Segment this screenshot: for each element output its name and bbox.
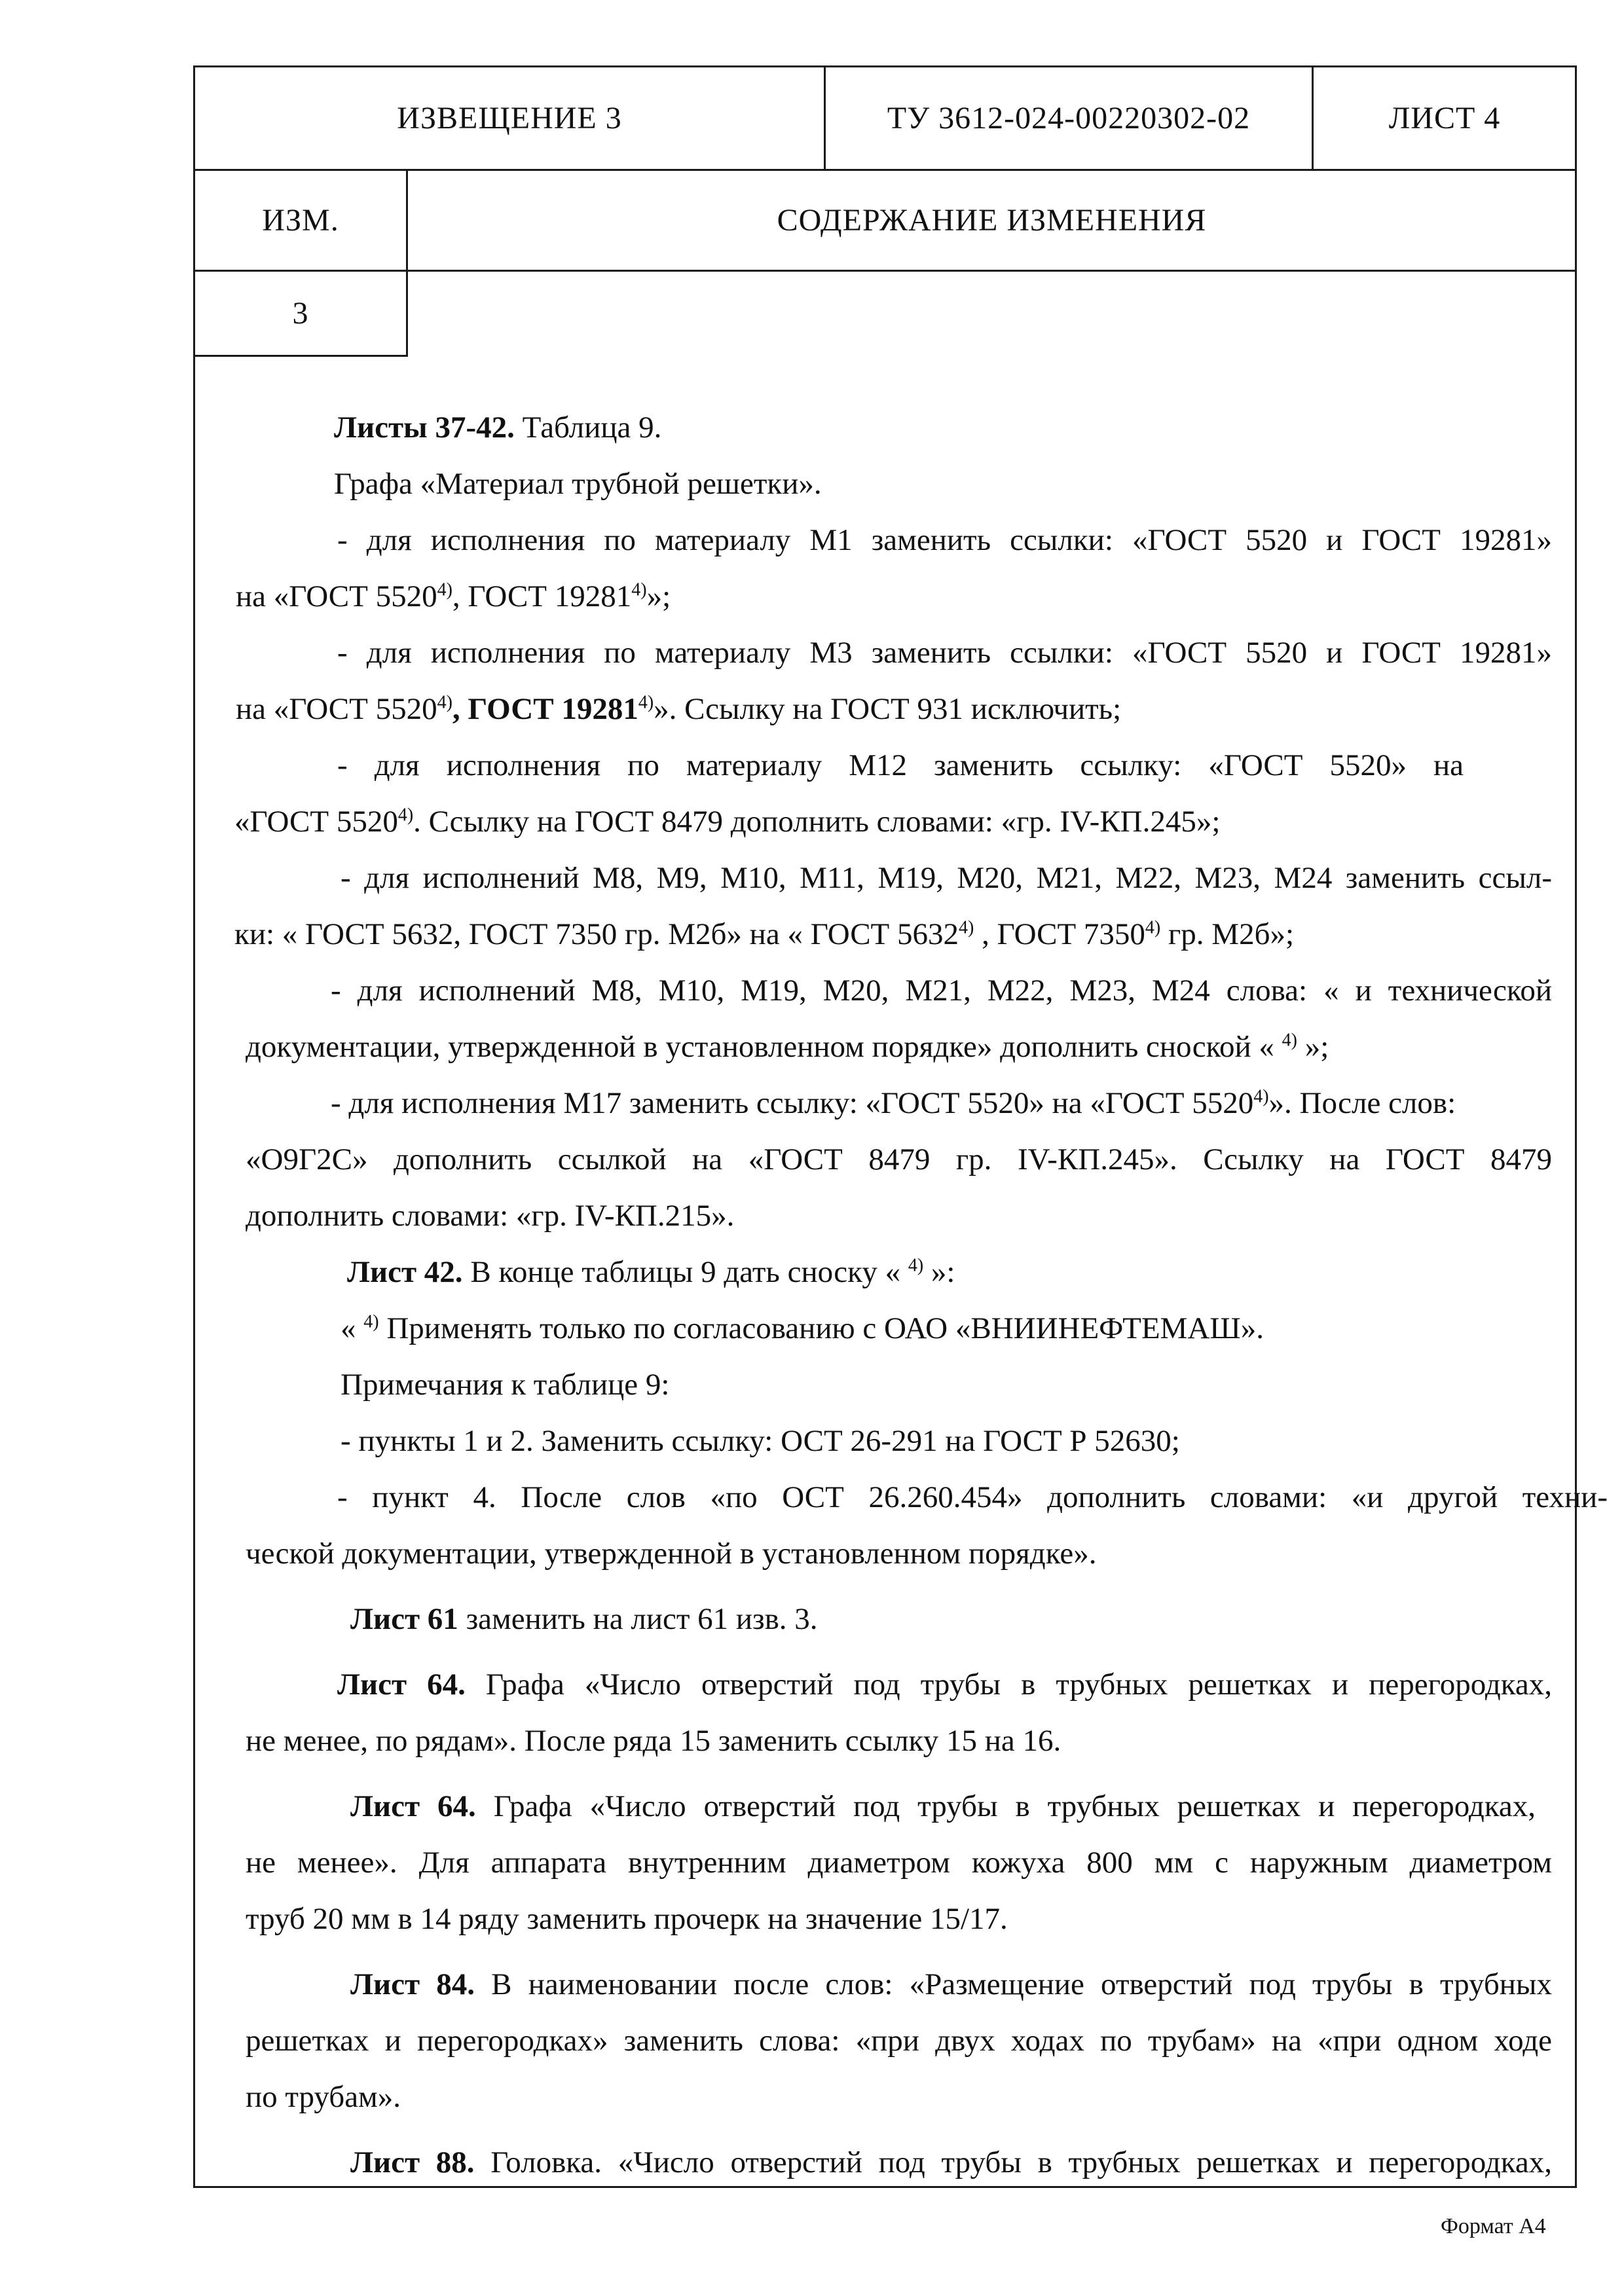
content-label: СОДЕРЖАНИЕ ИЗМЕНЕНИЯ <box>777 203 1207 238</box>
line-m8-m24-cont: документации, утвержденной в установленном порядке» дополнить сноской « $^{4)}$ »; <box>246 1030 1329 1064</box>
line-m3-cont: на «ГОСТ 5520$^{4)}$, ГОСТ 19281$^{4)}$». Ссылку на ГОСТ 931 исключить; <box>236 692 1122 726</box>
line-m17-cont: «О9Г2С» дополнить ссылкой на «ГОСТ 8479 гр. IV-КП.245». Ссылку на ГОСТ 8479 <box>246 1142 1552 1176</box>
notes-heading: Примечания к таблице 9: <box>341 1368 670 1402</box>
paragraph-sheet-84: Лист 84. В наименовании после слов: «Размещение отверстий под трубы в трубных <box>350 1967 1552 2001</box>
paragraph-column: Графа «Материал трубной решетки». <box>334 467 822 501</box>
paragraph-sheet-61: Лист 61 заменить на лист 61 изв. 3. <box>350 1602 818 1636</box>
line-m1-cont: на «ГОСТ 5520$^{4)}$, ГОСТ 19281$^{4)}$»; <box>236 579 671 613</box>
sheet-ref: Лист 84. <box>350 1967 475 2001</box>
line-m17-end: дополнить словами: «гр. IV-КП.215». <box>246 1199 735 1233</box>
paragraph-sheet-64a: Лист 64. Графа «Число отверстий под трубы в трубных решетках и перегородках, <box>337 1667 1552 1702</box>
paragraph-sheets-37-42: Листы 37-42. Таблица 9. <box>334 410 662 445</box>
paragraph-sheet-64b-cont: не менее». Для аппарата внутренним диаметром кожуха 800 мм с наружным диаметром <box>246 1846 1552 1880</box>
paragraph-sheet-84-end: по трубам». <box>246 2080 401 2114</box>
sheet-ref: Лист 64. <box>337 1667 466 1702</box>
paragraph-sheet-64b: Лист 64. Графа «Число отверстий под трубы в трубных решетках и перегородках, <box>350 1789 1536 1823</box>
paragraph-sheet-88: Лист 88. Головка. «Число отверстий под трубы в трубных решетках и перегородках, <box>350 2145 1552 2179</box>
line-m8: - для исполнений М8, М9, М10, М11, М19, М20, М21, М22, М23, М24 заменить ссыл- <box>341 861 1552 895</box>
paragraph-sheet-64b-end: труб 20 мм в 14 ряду заменить прочерк на значение 15/17. <box>246 1902 1008 1936</box>
sheet-ref: Лист 42. <box>347 1255 463 1289</box>
line-m12-cont: «ГОСТ 5520$^{4)}$. Ссылку на ГОСТ 8479 дополнить словами: «гр. IV-КП.245»; <box>234 805 1221 839</box>
sheet-ref: Лист 88. <box>350 2145 475 2179</box>
sheet-ref: Лист 64. <box>350 1789 476 1823</box>
sheet-ref: Листы 37-42. <box>334 410 515 445</box>
line-m3: - для исполнения по материалу М3 заменить ссылки: «ГОСТ 5520 и ГОСТ 19281» <box>337 636 1552 670</box>
footnote-text: « $^{4)}$ Применять только по согласованию с ОАО «ВНИИНЕФТЕМАШ». <box>341 1311 1264 1345</box>
line-m1: - для исполнения по материалу М1 заменить ссылки: «ГОСТ 5520 и ГОСТ 19281» <box>337 523 1552 557</box>
note-item-4-cont: ческой документации, утвержденной в установленном порядке». <box>246 1537 1097 1571</box>
change-content <box>234 399 1608 2191</box>
notice-title: ИЗВЕЩЕНИЕ 3 <box>397 101 622 136</box>
page-format: Формат А4 <box>1441 2214 1546 2238</box>
line-m8-cont: ки: « ГОСТ 5632, ГОСТ 7350 гр. М2б» на « ГОСТ 5632$^{4)}$ , ГОСТ 7350$^{4)}$ гр. М2б»; <box>234 917 1295 951</box>
paragraph-sheet-84-cont: решетках и перегородках» заменить слова: «при двух ходах по трубам» на «при одном ходе <box>246 2024 1552 2058</box>
header-divider-3 <box>193 355 408 357</box>
change-label: ИЗМ. <box>262 203 339 238</box>
note-item-4: - пункт 4. После слов «по ОСТ 26.260.454» дополнить словами: «и другой техни- <box>337 1480 1608 1514</box>
paragraph-sheet-42: Лист 42. В конце таблицы 9 дать сноску « $^{4)}$ »: <box>347 1255 955 1289</box>
sheet-ref: Лист 61 <box>350 1602 458 1636</box>
note-items-1-2: - пункты 1 и 2. Заменить ссылку: ОСТ 26-291 на ГОСТ Р 52630; <box>341 1424 1180 1458</box>
line-m8-m24: - для исполнений М8, М10, М19, М20, М21, М22, М23, М24 слова: « и технической <box>331 974 1552 1008</box>
line-m12: - для исполнения по материалу М12 заменить ссылку: «ГОСТ 5520» на <box>337 748 1464 782</box>
sheet-number: ЛИСТ 4 <box>1388 101 1501 136</box>
change-number: 3 <box>292 296 309 331</box>
paragraph-sheet-64a-cont: не менее, по рядам». После ряда 15 заменить ссылку 15 на 16. <box>246 1724 1061 1758</box>
line-m17: - для исполнения М17 заменить ссылку: «ГОСТ 5520» на «ГОСТ 5520$^{4)}$». После слов: <box>331 1086 1456 1120</box>
spec-number: ТУ 3612-024-00220302-02 <box>887 101 1251 136</box>
